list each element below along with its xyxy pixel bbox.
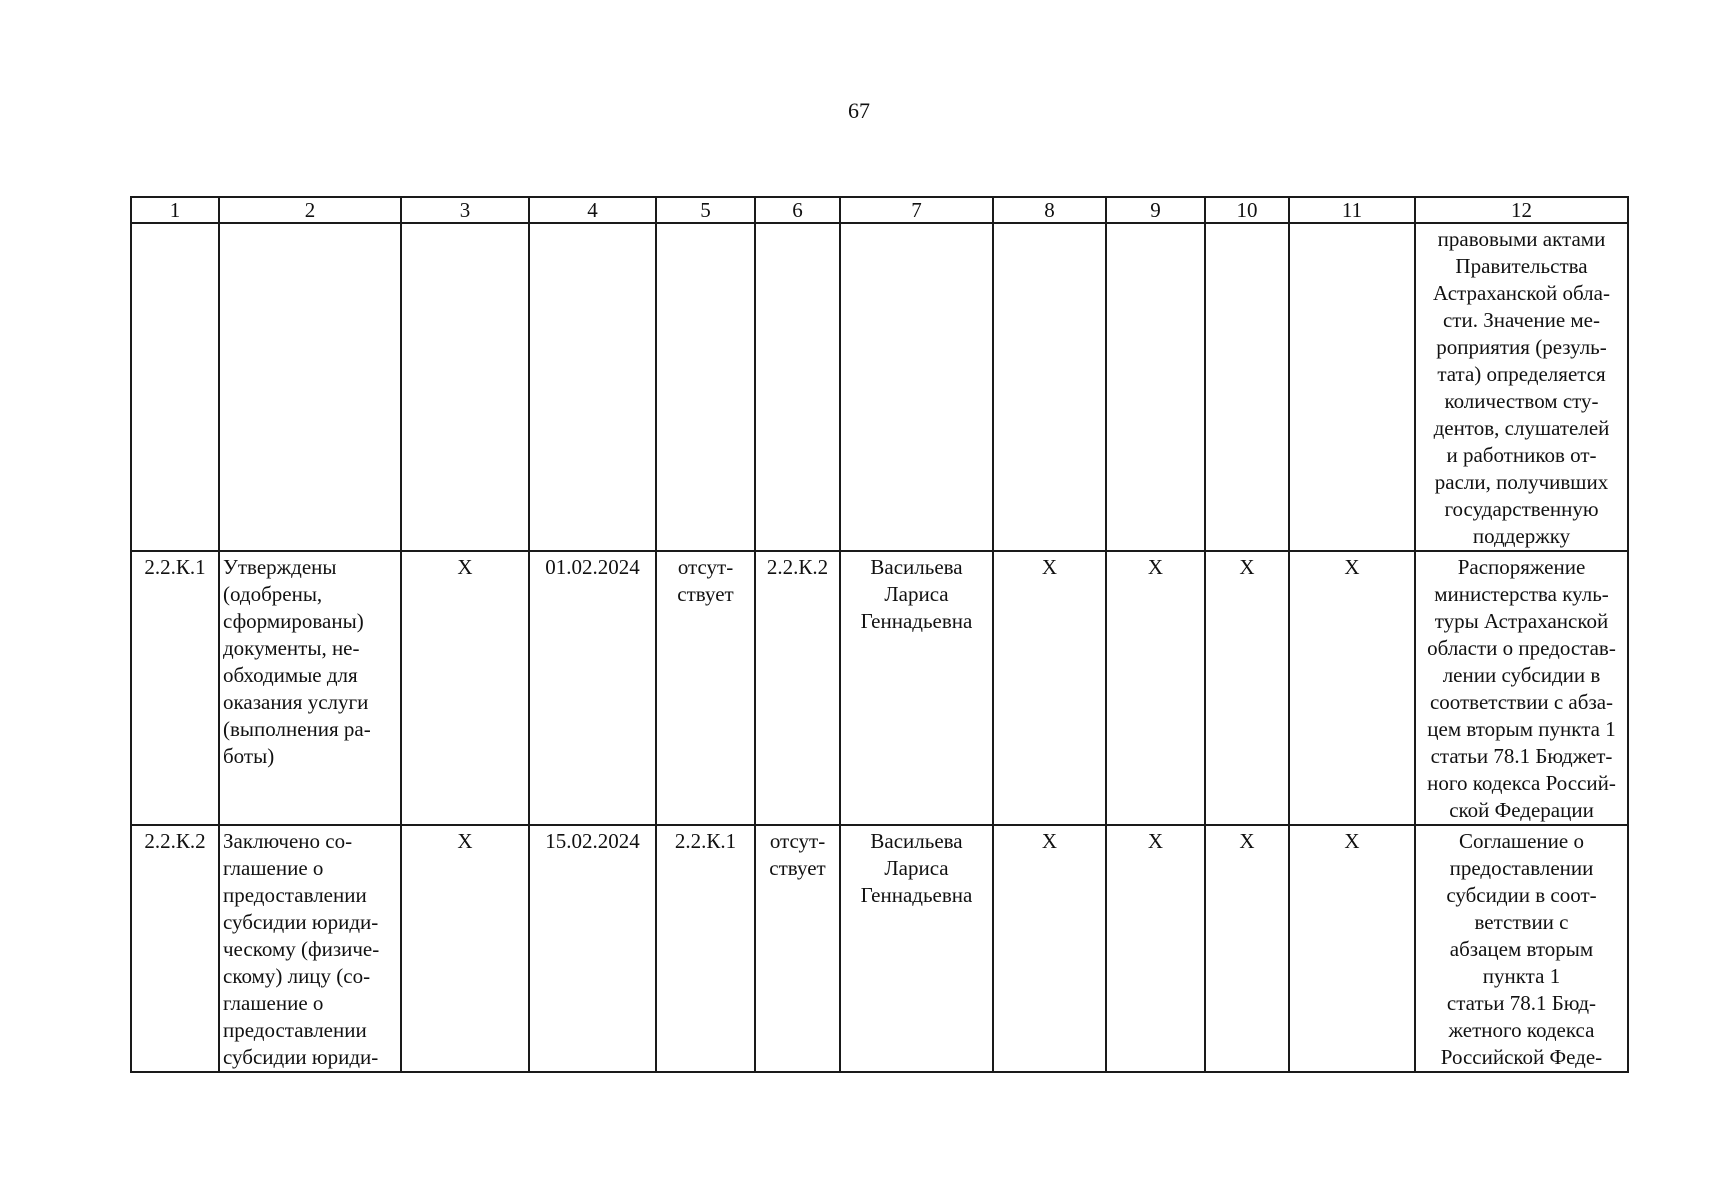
table-cell-responsible: Васильева Лариса Геннадьевна	[840, 825, 993, 1072]
table-cell-number	[131, 223, 219, 551]
table-row	[131, 223, 1628, 551]
table-cell: отсут- ствует	[656, 551, 755, 825]
table-cell: отсут- ствует	[755, 825, 840, 1072]
column-header: 3	[401, 197, 529, 223]
table-cell-number: 2.2.К.2	[131, 825, 219, 1072]
column-header: 2	[219, 197, 401, 223]
column-header: 1	[131, 197, 219, 223]
table-cell	[755, 223, 840, 551]
table-cell: X	[993, 551, 1106, 825]
table-cell: X	[1205, 825, 1289, 1072]
column-header: 4	[529, 197, 656, 223]
table-cell	[1106, 223, 1205, 551]
table-cell: X	[1205, 551, 1289, 825]
table-cell-date	[529, 223, 656, 551]
table-row	[131, 551, 1628, 825]
column-header: 7	[840, 197, 993, 223]
table-cell: X	[993, 825, 1106, 1072]
column-header: 11	[1289, 197, 1415, 223]
table-cell-number: 2.2.К.1	[131, 551, 219, 825]
column-header: 9	[1106, 197, 1205, 223]
data-table	[130, 196, 1629, 1073]
table-cell: X	[1289, 825, 1415, 1072]
table-cell-document: правовыми актами Правительства Астраханской обла- сти. Значение ме- роприятия (резуль- тата) определяется количеством сту- дентов, слушателей и работников от- расли, получивших государственную поддержку	[1415, 223, 1628, 551]
table-cell	[1205, 223, 1289, 551]
table-cell: X	[1106, 825, 1205, 1072]
table-cell-responsible	[840, 223, 993, 551]
table-cell: 2.2.К.1	[656, 825, 755, 1072]
table-cell: X	[401, 825, 529, 1072]
table-cell	[401, 223, 529, 551]
table-cell	[993, 223, 1106, 551]
table-cell-responsible: Васильева Лариса Геннадьевна	[840, 551, 993, 825]
column-header: 12	[1415, 197, 1628, 223]
table-cell: 2.2.К.2	[755, 551, 840, 825]
table-cell-name	[219, 223, 401, 551]
page-number: 67	[848, 98, 870, 123]
table-row	[131, 825, 1628, 1072]
table-cell-name: Утверждены (одобрены, сформированы) документы, не- обходимые для оказания услуги (выполнения ра- боты)	[219, 551, 401, 825]
table-cell-name: Заключено со- глашение о предоставлении субсидии юриди- ческому (физиче- скому) лицу (со- глашение о предоставлении субсидии юриди-	[219, 825, 401, 1072]
table-cell: X	[401, 551, 529, 825]
header-row	[131, 197, 1628, 223]
column-header: 6	[755, 197, 840, 223]
table-cell-date: 01.02.2024	[529, 551, 656, 825]
table-cell	[656, 223, 755, 551]
table-cell: X	[1289, 551, 1415, 825]
column-header: 5	[656, 197, 755, 223]
table-cell-document: Распоряжение министерства куль- туры Астраханской области о предостав- лении субсидии в соответствии с абза- цем вторым пункта 1 статьи 78.1 Бюджет- ного кодекса Россий- ской Федерации	[1415, 551, 1628, 825]
column-header: 10	[1205, 197, 1289, 223]
table-cell-document: Соглашение о предоставлении субсидии в соот- ветствии с абзацем вторым пункта 1 статьи 78.1 Бюд- жетного кодекса Российской Феде-	[1415, 825, 1628, 1072]
column-header: 8	[993, 197, 1106, 223]
table-cell: X	[1106, 551, 1205, 825]
table-cell-date: 15.02.2024	[529, 825, 656, 1072]
table-cell	[1289, 223, 1415, 551]
